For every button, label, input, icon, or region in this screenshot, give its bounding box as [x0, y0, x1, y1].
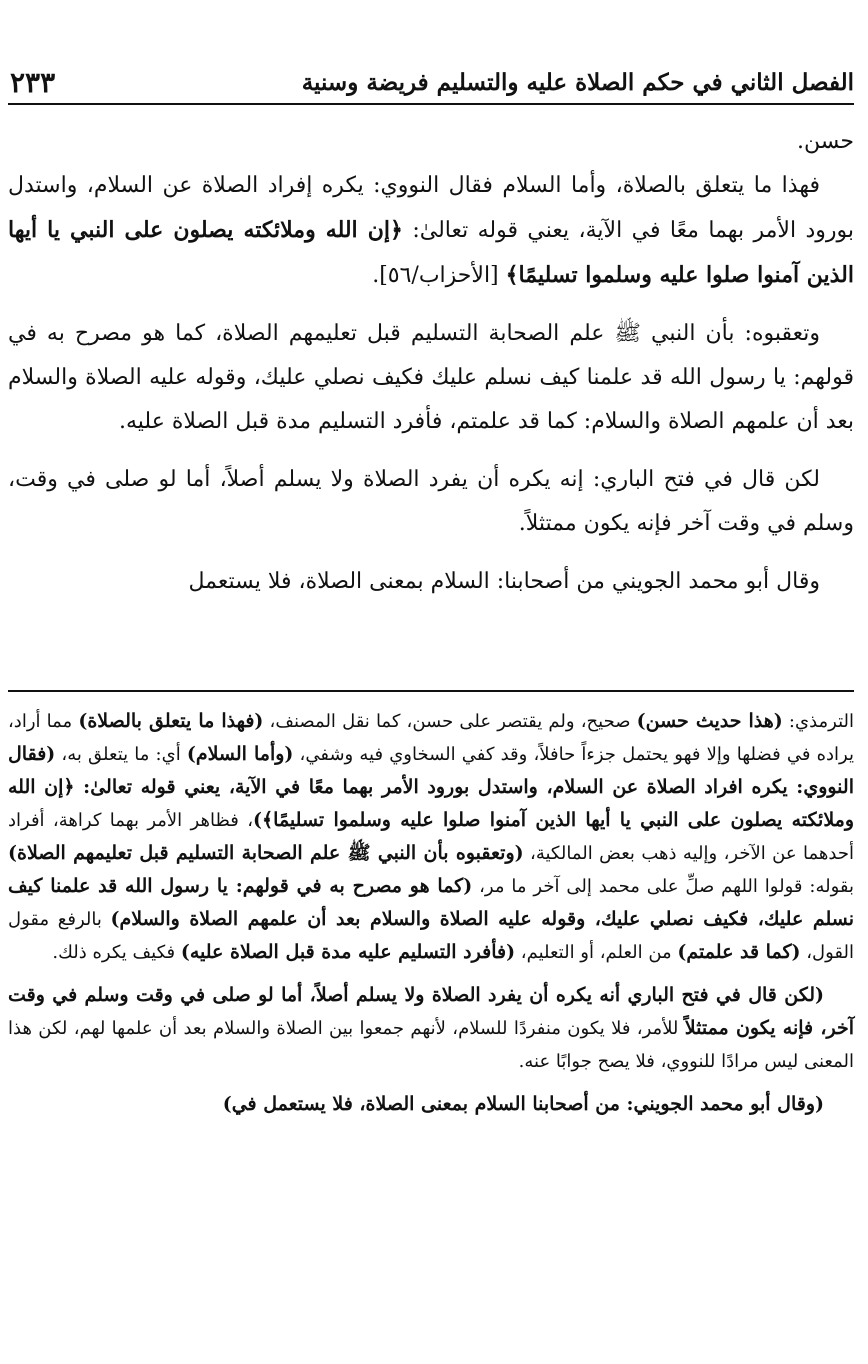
main-paragraph-4: لكن قال في فتح الباري: إنه يكره أن يفرد الصلاة ولا يسلم أصلاً، أما لو صلى في وقت، وسلم في وقت آخر فإنه يكون ممتثلاً. [8, 467, 854, 536]
main-paragraph-3: وتعقبوه: بأن النبي ﷺ علم الصحابة التسليم قبل تعليمهم الصلاة، كما هو مصرح به في قولهم: يا رسول الله قد علمنا كيف نسلم عليك فكيف نصلي عليك، وقوله عليه الصلاة والسلام بعد أن علمهم الصلاة والسلام: كما قد علمتم، فأفرد التسليم مدة قبل الصلاة عليه. [8, 321, 854, 434]
footnote-quoted-text: (فهذا ما يتعلق بالصلاة) [78, 710, 264, 732]
footnote-quoted-text: (هذا حديث حسن) [636, 710, 783, 732]
page-number: ٢٣٣ [10, 66, 56, 99]
footnote-text: بالرفع مقول القول، [8, 909, 854, 963]
footnote-paragraph-2 [8, 979, 854, 1078]
footnote-quoted-text: (وأما السلام) [186, 743, 294, 765]
quran-verse: ﴿إن الله وملائكته يصلون على النبي يا أيها الذين آمنوا صلوا عليه وسلموا تسليمًا﴾ [8, 217, 854, 288]
footnote-text: ، فظاهر الأمر بهما كراهة، أفراد أحدهما عن الآخر، وإليه ذهب بعض المالكية، [8, 810, 854, 864]
footnote-quoted-text: (وتعقبوه بأن النبي ﷺ علم الصحابة التسليم قبل تعليمهم الصلاة) [8, 842, 524, 864]
footnote-text: من العلم، أو التعليم، [515, 942, 678, 963]
footnote-text: صحيح، ولم يقتصر على حسن، كما نقل المصنف، [263, 711, 637, 732]
footnote-text: للأمر، فلا يكون منفردًا للسلام، لأنهم جمعوا بين الصلاة والسلام بعد أن علمها لهم، لكن هذا المعنى ليس مرادًا للنووي، فلا يصح جوابًا عنه. [8, 1018, 854, 1072]
footnote-quoted-text: (لكن قال في فتح الباري أنه يكره أن يفرد الصلاة ولا يسلم أصلاً، أما لو صلى في وقت وسلم في وقت آخر، فإنه يكون ممتثلاً [8, 984, 854, 1039]
footnote-quoted-text: (كما قد علمتم) [677, 941, 801, 963]
footnote-text: فكيف يكره ذلك. [52, 942, 181, 963]
commentary-footnote [8, 705, 854, 1131]
main-paragraph-5: وقال أبو محمد الجويني من أصحابنا: السلام بمعنى الصلاة، فلا يستعمل [188, 569, 820, 594]
footnote-text: مما أراد، يراده في فضلها وإلا فهو يحتمل جزءاً حافلاً، وقد كفي السخاوي فيه وشفي، [8, 711, 854, 765]
verse-reference: [الأحزاب/٥٦]. [372, 263, 506, 288]
footnote-text: بقوله: قولوا اللهم صلِّ على محمد إلى آخر ما مر، [472, 876, 855, 897]
footnote-quoted-text: (كما هو مصرح به في قولهم: يا رسول الله قد علمنا كيف نسلم عليك، فكيف نصلي عليك، وقوله عليه الصلاة والسلام بعد أن علمهم الصلاة والسلام) [8, 875, 854, 930]
main-paragraph-1: حسن. [797, 129, 854, 154]
footnote-text: أي: ما يتعلق به، [55, 744, 187, 765]
running-header [8, 50, 854, 100]
footnote-quoted-text: (فقال النووي: يكره افراد الصلاة عن السلام، واستدل بورود الأمر بهما معًا في الآية، يعني قوله تعالىٰ: ﴿إن الله وملائكته يصلون على النبي يا أيها الذين آمنوا صلوا عليه وسلموا تسليمًا﴾) [8, 743, 855, 831]
chapter-title: الفصل الثاني في حكم الصلاة عليه والتسليم فريضة وسنية [301, 69, 854, 96]
paragraph-text: فهذا ما يتعلق بالصلاة، وأما السلام فقال النووي: يكره إفراد الصلاة عن السلام، واستدل بورود الأمر بهما معًا في الآية، يعني قوله تعالىٰ: [8, 173, 854, 243]
main-text [8, 120, 854, 618]
footnote-quoted-text: (فأفرد التسليم عليه مدة قبل الصلاة عليه) [180, 941, 516, 963]
main-paragraph-2 [8, 164, 854, 298]
footnote-paragraph-3: (وقال أبو محمد الجويني: من أصحابنا السلام بمعنى الصلاة، فلا يستعمل في) [222, 1093, 824, 1115]
footnote-separator [8, 690, 854, 692]
footnote-text: الترمذي: [782, 711, 855, 732]
header-rule [8, 103, 854, 105]
footnote-paragraph-1 [8, 705, 854, 969]
